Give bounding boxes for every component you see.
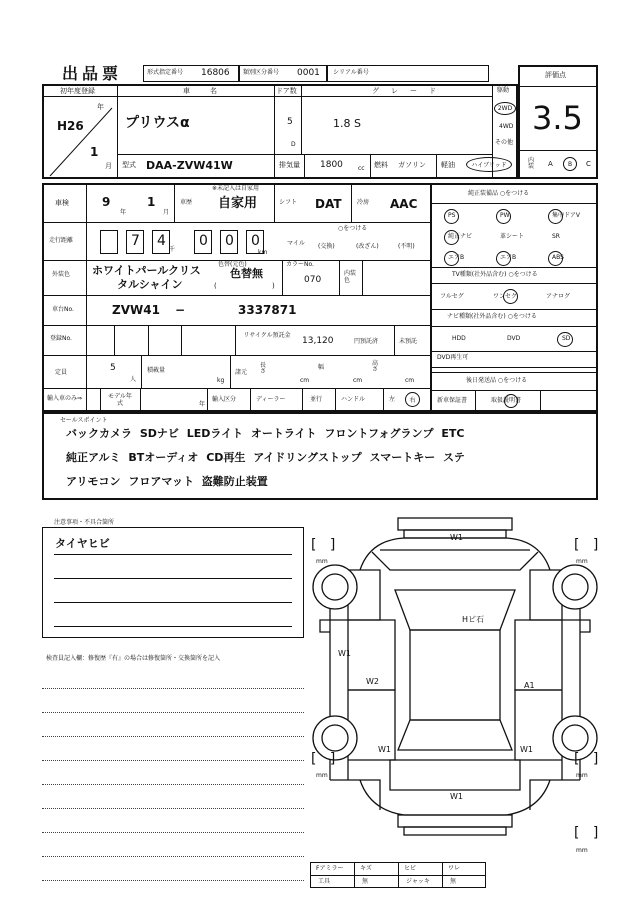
inspection-month: 1 xyxy=(147,195,156,209)
drive-4wd: 4WD xyxy=(499,123,514,130)
oem-option-circle xyxy=(444,209,459,224)
model-year-unit: 年 xyxy=(199,401,206,408)
oem-option-circle xyxy=(444,230,459,245)
mark-roof: Hビ石 xyxy=(462,615,485,624)
color-code: 070 xyxy=(304,275,322,285)
model-label: 型式 xyxy=(122,161,136,169)
fuel-diesel: 軽油 xyxy=(441,161,455,169)
tread-spare: [ ] xyxy=(574,825,599,841)
car-diagram xyxy=(300,510,610,870)
reg-month-label: 月 xyxy=(105,162,112,170)
page-title: 出品票 xyxy=(62,64,123,83)
shift-label: シフト xyxy=(279,199,298,206)
model-year-label: モデル年式 xyxy=(108,393,132,408)
legend-header: Fアミラー xyxy=(316,865,344,872)
form-number: 16806 xyxy=(201,68,230,78)
import-category: 輸入区分 xyxy=(212,396,237,403)
odometer-digit: 0 xyxy=(251,233,260,249)
thousand-label: 千 xyxy=(169,246,176,253)
tread-rl: [ ] xyxy=(311,751,336,767)
dealer-label: ディーラー xyxy=(256,396,286,403)
oem-option: 純正ナビ xyxy=(448,233,473,240)
deposited-label: 円預託済 xyxy=(354,338,379,345)
oem-option: SR xyxy=(552,233,560,240)
chassis-dash: − xyxy=(175,303,186,317)
odometer-digit: 0 xyxy=(225,233,234,249)
oem-option-circle xyxy=(548,209,563,224)
color-name-2: タルシャイン xyxy=(117,278,183,291)
sales-line-3: アリモコン フロアマット 盗難防止装置 xyxy=(66,475,268,488)
class-number-label: 類別区分番号 xyxy=(243,69,280,76)
nav-option: HDD xyxy=(452,335,466,342)
oem-option: ABS xyxy=(552,254,564,261)
mileage-note: ○をつける xyxy=(338,225,368,232)
after-manual: 取扱説明書 xyxy=(491,397,522,404)
paren-open: ( xyxy=(214,282,217,290)
shift: DAT xyxy=(315,197,342,211)
nav-option: SD xyxy=(562,335,571,342)
cc-unit: cc xyxy=(358,165,365,172)
oem-option-circle xyxy=(444,251,459,266)
length-label: 長さ xyxy=(260,362,267,375)
legend-header: ヒビ xyxy=(404,865,417,872)
capacity-label: 定員 xyxy=(55,369,68,376)
notes-text: タイヤヒビ xyxy=(55,537,110,550)
tread-fl: [ ] xyxy=(311,537,336,553)
history: 自家用 xyxy=(218,196,258,211)
right-circle: 右 xyxy=(405,392,420,407)
tv-circle xyxy=(503,289,518,304)
mark-left-side: W1 xyxy=(338,649,351,658)
displacement-label: 排気量 xyxy=(279,161,300,169)
oem-option: 集中ドアV xyxy=(552,212,580,219)
inspector-line xyxy=(42,784,304,785)
fuel-label: 燃料 xyxy=(374,161,388,169)
history-note: ※未記入は自家用 xyxy=(212,185,260,192)
left-label: 左 xyxy=(389,396,396,403)
model: DAA-ZVW41W xyxy=(146,159,233,172)
drive-2wd-circle: 2WD xyxy=(494,102,516,115)
inspector-line xyxy=(42,880,304,881)
tread-rr-unit: mm xyxy=(576,772,588,779)
height-unit: cm xyxy=(405,377,415,384)
oem-option-circle xyxy=(496,209,511,224)
interior-c: C xyxy=(586,160,591,168)
inspection-year-unit: 年 xyxy=(120,209,127,216)
width-label: 幅 xyxy=(318,364,325,371)
legend-divider xyxy=(398,862,399,888)
inspector-line xyxy=(42,808,304,809)
color-label: 外装色 xyxy=(52,271,71,278)
dvd-label: DVD再生可 xyxy=(437,354,469,361)
interior-b-circle: B xyxy=(563,157,577,171)
sales-line-1: バックカメラ SDナビ LEDライト オートライト フロントフォグランプ ETC xyxy=(66,427,465,440)
legend-divider xyxy=(442,862,443,888)
after-title: 後日発送品 ○をつける xyxy=(466,377,528,384)
odometer-digit: 4 xyxy=(157,233,166,249)
mark-front: W1 xyxy=(450,533,463,542)
tread-fl-unit: mm xyxy=(316,558,328,565)
not-deposited-label: 未預託 xyxy=(399,338,418,345)
inspector-line xyxy=(42,688,304,689)
car-name: プリウスα xyxy=(125,115,190,131)
inspector-line xyxy=(42,712,304,713)
ac: AAC xyxy=(390,197,418,211)
nav-title: ナビ種類(社外品含む) ○をつける xyxy=(447,313,537,320)
odometer-digit-box xyxy=(100,230,118,254)
legend-header: ワレ xyxy=(448,865,461,872)
capacity-unit: 人 xyxy=(130,376,137,383)
door-suffix: D xyxy=(291,141,296,148)
grade-label: グレード xyxy=(372,87,448,95)
tv-option: フルセグ xyxy=(440,293,464,300)
interior-a: A xyxy=(548,160,553,168)
reg-month: 1 xyxy=(90,145,99,159)
oem-title: 純正装備品 ○をつける xyxy=(468,190,530,197)
legend-value: 工具 xyxy=(318,878,331,885)
legend-header: キズ xyxy=(360,865,372,872)
history-label: 車歴 xyxy=(180,199,193,206)
tv-option: ワンセグ xyxy=(493,293,518,300)
load-unit: kg xyxy=(217,377,225,384)
grade: 1.8 S xyxy=(333,117,361,130)
after-warranty: 新車保証書 xyxy=(437,397,468,404)
handle-label: ハンドル xyxy=(341,396,366,403)
tread-fr: [ ] xyxy=(574,537,599,553)
doors-label: ドア数 xyxy=(276,87,297,95)
exchange-label: (交換) xyxy=(318,243,335,250)
reg-year: H26 xyxy=(57,119,84,133)
chassis-label: 車台No. xyxy=(52,306,74,313)
legend-value: 無 xyxy=(362,878,369,885)
width-unit: cm xyxy=(353,377,363,384)
mark-rear: W1 xyxy=(450,792,463,801)
tv-title: TV種類(社外品含む) ○をつける xyxy=(452,271,538,278)
recycle-value: 13,120 xyxy=(302,336,334,346)
mile-label: マイル xyxy=(287,240,305,247)
inspector-line xyxy=(42,736,304,737)
load-label: 積載量 xyxy=(147,367,166,374)
oem-option: 革シート xyxy=(500,233,525,240)
sales-line-2: 純正アルミ BTオーディオ CD再生 アイドリングストップ スマートキー ステ xyxy=(66,451,465,464)
mark-left-door: W2 xyxy=(366,677,379,686)
oem-option-circle xyxy=(548,251,563,266)
unknown-label: (不明) xyxy=(398,243,415,250)
length-unit: cm xyxy=(300,377,310,384)
form-number-label: 形式指定番号 xyxy=(147,69,184,76)
sales-label: セールスポイント xyxy=(60,417,108,424)
tread-fr-unit: mm xyxy=(576,558,588,565)
class-number: 0001 xyxy=(297,68,320,78)
oem-option: エアB xyxy=(448,254,465,261)
chassis-number: 3337871 xyxy=(238,303,297,317)
legend-divider xyxy=(354,862,355,888)
height-label: 高さ xyxy=(372,360,379,373)
mileage-label: 走行距離 xyxy=(49,237,74,244)
tread-rl-unit: mm xyxy=(316,772,328,779)
recycle-label: リサイクル預託金 xyxy=(243,332,291,339)
nav-option: DVD xyxy=(507,335,521,342)
first-reg-label: 初年度登録 xyxy=(60,87,95,95)
import-label: 輸入車のみ⇒ xyxy=(47,395,83,402)
hybrid-circle: ハイブリッド xyxy=(466,157,512,172)
tv-option: アナログ xyxy=(546,293,571,300)
tread-spare-unit: mm xyxy=(576,847,588,854)
color-change-label: 色替(元色) xyxy=(218,261,247,268)
inspector-line xyxy=(42,832,304,833)
color-code-label: カラーNo. xyxy=(286,261,314,268)
inspection-year: 9 xyxy=(102,195,111,209)
oem-option: エアB xyxy=(500,254,517,261)
serial-label: シリアル番号 xyxy=(333,69,369,76)
displacement: 1800 xyxy=(320,160,343,170)
drive-label: 駆動 xyxy=(497,87,510,94)
oem-option-circle xyxy=(496,251,511,266)
inspection-month-unit: 月 xyxy=(163,209,170,216)
rating-label: 評価点 xyxy=(545,71,566,79)
odometer-digit: 7 xyxy=(131,233,140,249)
mark-right-door: A1 xyxy=(524,681,535,690)
odometer-digit: 0 xyxy=(199,233,208,249)
inspector-line xyxy=(42,760,304,761)
tread-rr: [ ] xyxy=(574,751,599,767)
mark-left-sill: W1 xyxy=(378,745,391,754)
notes-label: 注意事項・不具合箇所 xyxy=(54,519,115,526)
chassis-prefix: ZVW41 xyxy=(112,303,160,317)
interior-color-label: 内装色 xyxy=(344,270,357,285)
inspector-label: 検査員記入欄：修復歴『有』の場合は修復箇所・交換箇所を記入 xyxy=(46,655,221,662)
drive-other: その他 xyxy=(495,139,514,146)
oem-option: PS xyxy=(448,212,456,219)
interior-label: 内装 xyxy=(528,157,535,170)
inspection-label: 車検 xyxy=(55,199,69,207)
color-change: 色替無 xyxy=(230,267,263,280)
registration-label: 登録No. xyxy=(50,335,72,342)
mark-right-sill: W1 xyxy=(520,745,533,754)
ac-label: 冷房 xyxy=(357,199,370,206)
tampered-label: (改ざん) xyxy=(356,243,379,250)
rating-value: 3.5 xyxy=(532,99,583,137)
fuel-gas: ガソリン xyxy=(398,161,426,169)
nav-circle xyxy=(557,332,573,347)
inspector-line xyxy=(42,856,304,857)
reg-year-label: 年 xyxy=(97,103,104,111)
dims-label: 諸元 xyxy=(235,369,248,376)
oem-option: PW xyxy=(500,212,510,219)
paren-close: ) xyxy=(272,282,275,290)
manual-circle xyxy=(504,394,518,408)
legend-value: 無 xyxy=(450,878,457,885)
doors: 5 xyxy=(287,117,293,127)
km-label: km xyxy=(258,249,268,256)
legend-value: ジャッキ xyxy=(406,878,430,885)
color-name-1: ホワイトパールクリス xyxy=(92,264,201,277)
capacity-value: 5 xyxy=(110,363,116,373)
car-name-label: 車名 xyxy=(183,87,237,95)
parallel-label: 並行 xyxy=(310,396,323,403)
